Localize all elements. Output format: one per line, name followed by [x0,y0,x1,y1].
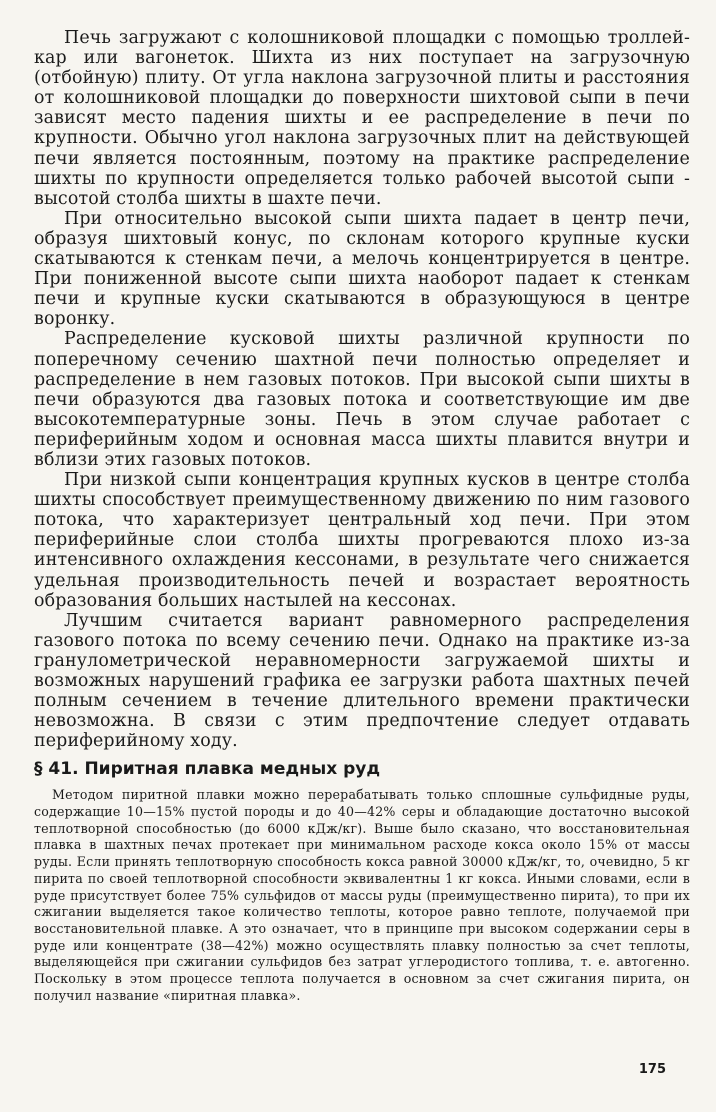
page-number: 175 [638,1062,666,1077]
main-text [34,28,690,751]
paragraph: Распределение кусковой шихты различной крупности по поперечному сечению шахтной печи полностью определяет и распределение в нем газовых потоков. При высокой сыпи шихты в печи образуются два газовых потока и соответствующие им две высокотемпературные зоны. Печь в этом случае работает с периферийным ходом и основная масса шихты плавится внутри и вблизи этих газовых потоков. [34,329,690,470]
paragraph: Печь загружают с колошниковой площадки с помощью троллей-кар или вагонеток. Шихта из них поступает на загрузочную (отбойную) плиту. От угла наклона загрузочной плиты и расстояния от колошниковой площадки до поверхности шихтовой сыпи в печи зависят место падения шихты и ее распределение в печи по крупности. Обычно угол наклона загрузочных плит на действующей печи является постоянным, поэтому на практике распределение шихты по крупности определяется только рабочей высотой сыпи - высотой столба шихты в шахте печи. [34,28,690,209]
paragraph: Методом пиритной плавки можно перерабатывать только сплошные сульфидные руды, содержащие 10—15% пустой породы и до 40—42% серы и обладающие достаточно высокой теплотворной способностью (до 6000 кДж/кг). Выше было сказано, что восстановительная плавка в шахтных печах протекает при минимальном расходе кокса около 15% от массы руды. Если принять теплотворную способность кокса равной 30000 кДж/кг, то, очевидно, 5 кг пирита по своей теплотворной способности эквивалентны 1 кг кокса. Иными словами, если в руде присутствует более 75% сульфидов от массы руды (преимущественно пирита), то при их сжигании выделяется такое количество теплоты, которое равно теплоте, получаемой при восстановительной плавке. А это означает, что в принципе при высоком содержании серы в руде или концентрате (38—42%) можно осуществлять плавку полностью за счет теплоты, выделяющейся при сжигании сульфидов без затрат углеродистого топлива, т. е. автогенно. Поскольку в этом процессе теплота получается в основном за счет сжигания пирита, он получил название «пиритная плавка». [34,787,690,1003]
paragraph: При относительно высокой сыпи шихта падает в центр печи, образуя шихтовый конус, по склонам которого крупные куски скатываются к стенкам печи, а мелочь концентрируется в центре. При пониженной высоте сыпи шихта наоборот падает к стенкам печи и крупные куски скатываются в образующуюся в центре воронку. [34,208,690,330]
paragraph: При низкой сыпи концентрация крупных кусков в центре столба шихты способствует преимущественному движению по ним газового потока, что характеризует центральный ход печи. При этом периферийные слои столба шихты прогреваются плохо из-за интенсивного охлаждения кессонами, в результате чего снижается удельная производительность печей и возрастает вероятность образования больших настылей на кессонах. [34,470,690,611]
paragraph: Лучшим считается вариант равномерного распределения газового потока по всему сечению печи. Однако на практике из-за гранулометрической неравномерности загружаемой шихты и возможных нарушений графика ее загрузки работа шахтных печей полным сечением в течение длительного времени практически невозможна. В связи с этим предпочтение следует отдавать периферийному ходу. [34,610,690,752]
section-heading: § 41. Пиритная плавка медных руд [34,759,381,780]
small-print-text [34,787,690,1004]
